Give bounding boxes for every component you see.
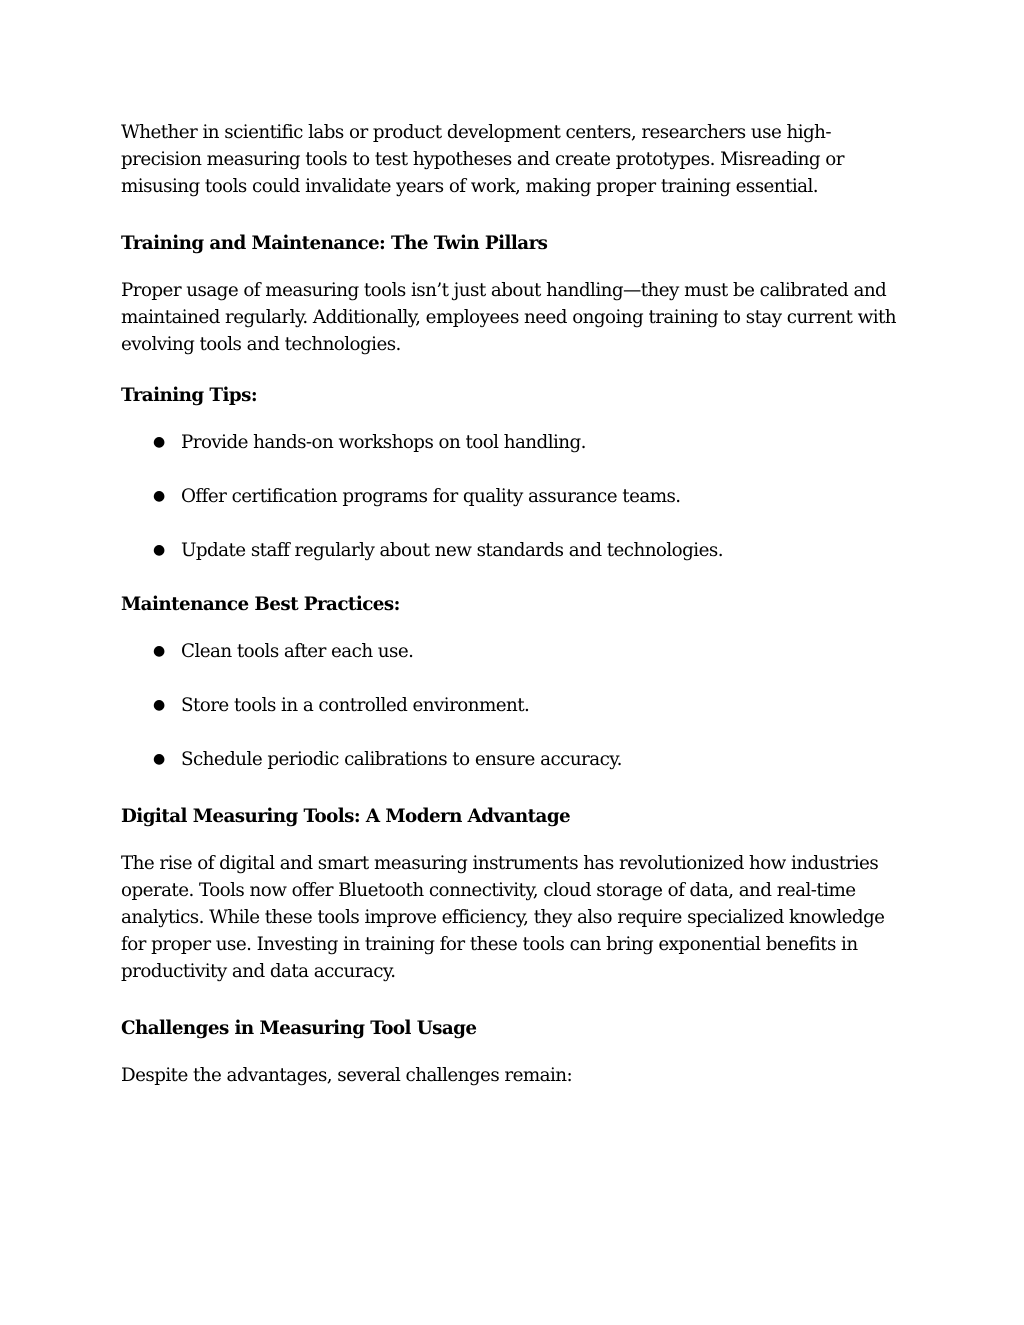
maintenance-list — [121, 638, 911, 773]
document-page — [121, 119, 911, 1089]
list-item — [121, 537, 911, 564]
challenges-heading: Challenges in Measuring Tool Usage — [121, 1018, 477, 1039]
list-item-text: Provide hands-on workshops on tool handling. — [181, 432, 586, 453]
bullet-icon: ● — [153, 751, 166, 767]
bullet-icon: ● — [153, 697, 166, 713]
challenges-paragraph: Despite the advantages, several challenges remain: — [121, 1065, 573, 1086]
list-item-text: Update staff regularly about new standards and technologies. — [181, 540, 723, 561]
training-tips-list — [121, 429, 911, 564]
bullet-icon: ● — [153, 542, 166, 558]
list-item — [121, 483, 911, 510]
intro-paragraph: Whether in scientific labs or product development centers, researchers use high-precision measuring tools to test hypotheses and create prototypes. Misreading or misusing tools could invalidate years of work, making proper training essential. — [121, 122, 844, 197]
list-item-text: Clean tools after each use. — [181, 641, 414, 662]
training-maintenance-paragraph: Proper usage of measuring tools isn’t just about handling—they must be calibrated and maintained regularly. Additionally, employees need ongoing training to stay current with evolving tools and technologies. — [121, 280, 897, 355]
list-item-text: Offer certification programs for quality assurance teams. — [181, 486, 681, 507]
list-item — [121, 429, 911, 456]
training-maintenance-heading: Training and Maintenance: The Twin Pillars — [121, 233, 548, 254]
digital-tools-paragraph: The rise of digital and smart measuring instruments has revolutionized how industries operate. Tools now offer Bluetooth connectivity, cloud storage of data, and real-time analytics. While these tools improve efficiency, they also require specialized knowledge for proper use. Investing in training for these tools can bring exponential benefits in productivity and data accuracy. — [121, 853, 885, 982]
bullet-icon: ● — [153, 643, 166, 659]
list-item — [121, 746, 911, 773]
list-item-text: Store tools in a controlled environment. — [181, 695, 530, 716]
digital-tools-heading: Digital Measuring Tools: A Modern Advantage — [121, 806, 571, 827]
bullet-icon: ● — [153, 488, 166, 504]
maintenance-heading: Maintenance Best Practices: — [121, 594, 400, 615]
training-tips-heading: Training Tips: — [121, 385, 258, 406]
list-item — [121, 638, 911, 665]
list-item-text: Schedule periodic calibrations to ensure accuracy. — [181, 749, 622, 770]
bullet-icon: ● — [153, 434, 166, 450]
list-item — [121, 692, 911, 719]
